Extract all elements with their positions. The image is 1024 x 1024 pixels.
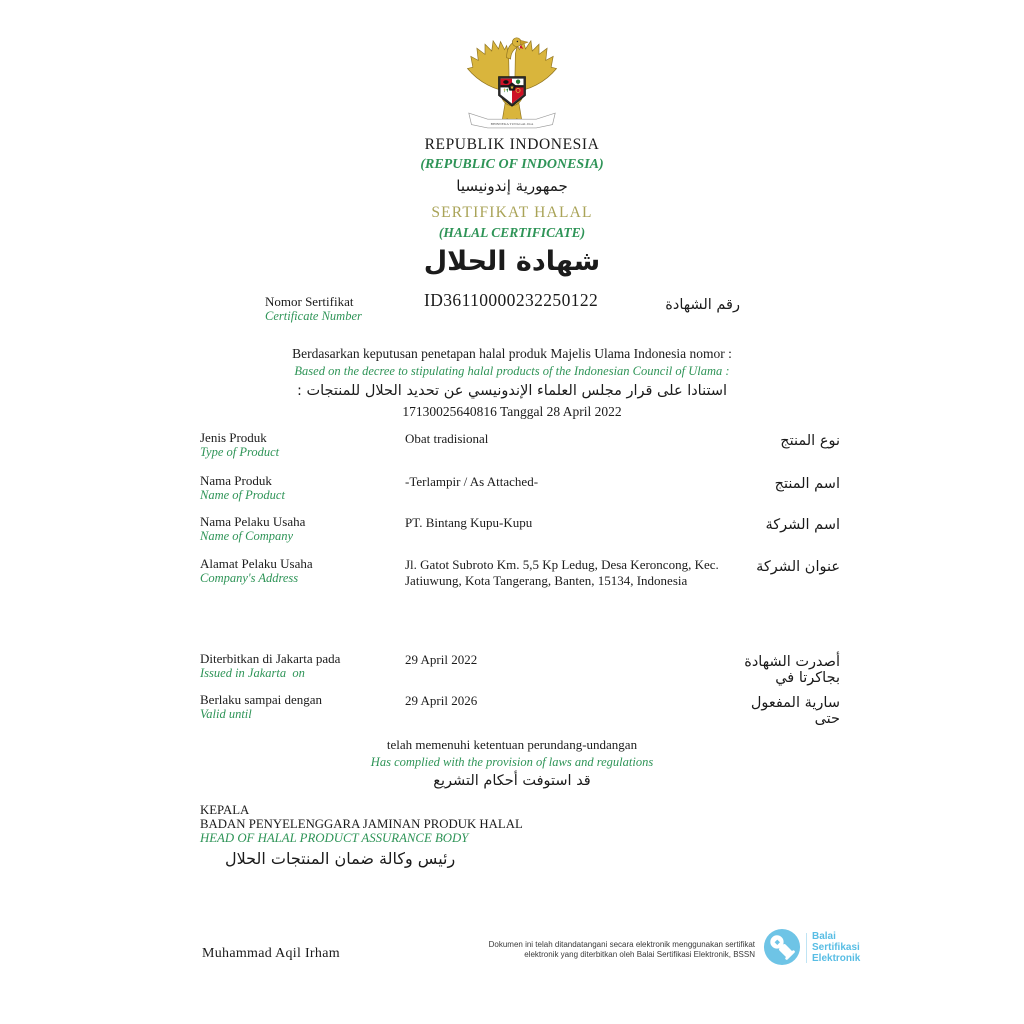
- field-label-id: Berlaku sampai dengan: [200, 692, 323, 707]
- ribbon-motto: BHINNEKA TUNGGAL IKA: [490, 121, 534, 126]
- field-value: PT. Bintang Kupu-Kupu: [405, 515, 533, 530]
- field-label-id: Nama Produk: [200, 473, 272, 488]
- signatory-name: Muhammad Aqil Irham: [202, 946, 340, 961]
- field-label-en: Type of Product: [200, 445, 280, 459]
- certificate-number-label-id: Nomor Sertifikat: [265, 294, 354, 309]
- field-label-ar: اسم الشركة: [765, 517, 840, 533]
- field-label-id: Jenis Produk: [200, 430, 267, 445]
- certificate-title-en: (HALAL CERTIFICATE): [438, 225, 586, 240]
- electronic-signature-disclaimer: [415, 940, 755, 960]
- signatory-title-block: [200, 803, 523, 869]
- country-name-ar: جمهورية إندونيسيا: [456, 177, 568, 195]
- field-row-product-name: [200, 473, 840, 514]
- field-row-company-address: [200, 556, 840, 651]
- certificate-number-label-ar: رقم الشهادة: [665, 297, 740, 313]
- compliance-statement: [0, 737, 1024, 789]
- field-label-en: Company's Address: [200, 571, 299, 585]
- field-label-ar: أصدرت الشهادة بجاكرتا في: [744, 654, 840, 686]
- field-label-en: Valid until: [200, 707, 252, 721]
- field-row-company-name: [200, 514, 840, 556]
- bsre-logo-text: [812, 931, 860, 964]
- signatory-title-line2: BADAN PENYELENGGARA JAMINAN PRODUK HALAL: [200, 816, 523, 831]
- field-label-ar: اسم المنتج: [774, 476, 840, 492]
- field-label-ar: عنوان الشركة: [756, 559, 840, 575]
- field-label-id: Nama Pelaku Usaha: [200, 514, 306, 529]
- certificate-number-label: [265, 294, 362, 324]
- certificate-fields: [200, 430, 840, 733]
- pancasila-shield: [499, 77, 526, 107]
- certificate-title: [0, 204, 1024, 277]
- garuda-pancasila-emblem: [458, 29, 566, 131]
- signatory-title-line1: KEPALA: [200, 803, 250, 817]
- svg-text:★: ★: [509, 84, 515, 91]
- field-value: Jl. Gatot Subroto Km. 5,5 Kp Ledug, Desa Keroncong, Kec. Jatiuwung, Kota Tangerang, Banten, 15134, Indonesia: [405, 557, 719, 588]
- head: [512, 38, 521, 47]
- field-label-ar: نوع المنتج: [780, 433, 840, 449]
- field-row-valid-until: [200, 692, 840, 733]
- bsre-logo-line2: Sertifikasi: [812, 942, 860, 953]
- signatory-title-ar: رئيس وكالة ضمان المنتجات الحلال: [225, 849, 456, 869]
- certificate-number-label-en: Certificate Number: [265, 309, 362, 323]
- field-label-en: Name of Company: [200, 529, 294, 543]
- eye: [517, 41, 518, 42]
- disclaimer-line2: elektronik yang diterbitkan oleh Balai Sertifikasi Elektronik, BSSN: [524, 950, 755, 959]
- logo-divider: [806, 933, 807, 963]
- bsre-stamp-icon: [763, 928, 801, 966]
- field-label-en: Issued in Jakarta on: [200, 666, 305, 680]
- decree-line-ar: استنادا على قرار مجلس العلماء الإندونيسي عن تحديد الحلال للمنتجات :: [296, 383, 728, 399]
- disclaimer-line1: Dokumen ini telah ditandatangani secara elektronik menggunakan sertifikat: [488, 940, 755, 949]
- bsre-logo-line1: Balai: [812, 931, 836, 942]
- decree-line-id: Berdasarkan keputusan penetapan halal produk Majelis Ulama Indonesia nomor :: [292, 346, 732, 361]
- decree-line-en: Based on the decree to stipulating halal products of the Indonesian Council of Ulama :: [294, 364, 730, 378]
- field-row-product-type: [200, 430, 840, 473]
- compliance-line-ar: قد استوفت أحكام التشريع: [433, 773, 591, 789]
- compliance-line-en: Has complied with the provision of laws and regulations: [370, 755, 654, 769]
- field-value: 29 April 2022: [405, 652, 478, 667]
- decree-number-line: 17130025640816 Tanggal 28 April 2022: [402, 404, 622, 419]
- field-label-en: Name of Product: [200, 488, 285, 502]
- bsre-logo-line3: Elektronik: [812, 953, 861, 964]
- country-header: [0, 136, 1024, 195]
- field-value: Obat tradisional: [405, 431, 489, 446]
- field-value: -Terlampir / As Attached-: [405, 474, 539, 489]
- field-label-ar: سارية المفعول حتى: [750, 695, 840, 727]
- country-name-en: (REPUBLIC OF INDONESIA): [420, 157, 604, 172]
- compliance-line-id: telah memenuhi ketentuan perundang-undangan: [386, 737, 638, 752]
- country-name-id: REPUBLIK INDONESIA: [424, 136, 600, 153]
- certificate-title-ar: شهادة الحلال: [423, 246, 601, 277]
- decree-statement: [0, 346, 1024, 420]
- field-value: 29 April 2026: [405, 693, 478, 708]
- certificate-title-id: SERTIFIKAT HALAL: [431, 204, 593, 221]
- field-row-issued-date: [200, 651, 840, 692]
- field-label-id: Alamat Pelaku Usaha: [200, 556, 313, 571]
- field-label-id: Diterbitkan di Jakarta pada: [200, 651, 341, 666]
- certificate-number-value: ID36110000232250122: [424, 290, 599, 310]
- signatory-title-en: HEAD OF HALAL PRODUCT ASSURANCE BODY: [200, 830, 469, 845]
- bull-symbol: [503, 80, 508, 84]
